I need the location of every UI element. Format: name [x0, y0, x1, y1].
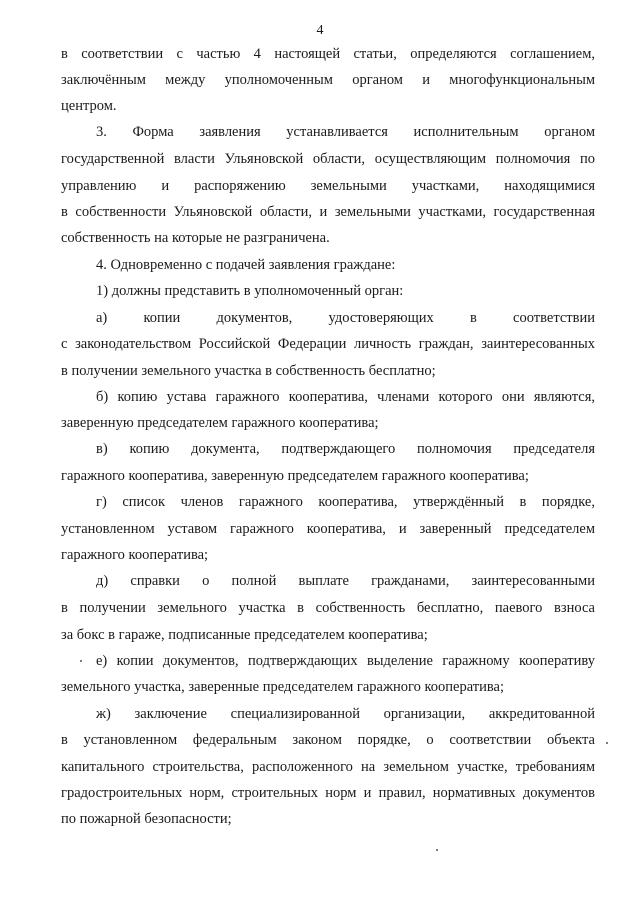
- text-line: б) копию устава гаражного кооператива, членами которого они являются,: [96, 389, 595, 405]
- text-line: земельного участка, заверенные председателем гаражного кооператива;: [61, 679, 504, 695]
- text-line: собственность на которые не разграничена.: [61, 230, 330, 246]
- text-line: в получении земельного участка в собственность бесплатно;: [61, 363, 436, 379]
- text-line: по пожарной безопасности;: [61, 811, 232, 827]
- text-line: заверенную председателем гаражного кооператива;: [61, 415, 379, 431]
- text-line: заключённым между уполномоченным органом и многофункциональным: [61, 72, 595, 88]
- text-line: в получении земельного участка в собственность бесплатно, паевого взноса: [61, 600, 595, 616]
- text-line: центром.: [61, 98, 117, 114]
- text-line: г) список членов гаражного кооператива, утверждённый в порядке,: [96, 494, 595, 510]
- page-number: 4: [316, 23, 324, 38]
- text-line: в) копию документа, подтверждающего полномочия председателя: [96, 441, 595, 457]
- text-line: 3. Форма заявления устанавливается исполнительным органом: [96, 124, 595, 140]
- text-line: в собственности Ульяновской области, и земельными участками, государственная: [61, 204, 595, 220]
- text-line: управлению и распоряжению земельными участками, находящимися: [61, 178, 595, 194]
- text-line: за бокс в гараже, подписанные председателем кооператива;: [61, 627, 428, 643]
- text-line: 1) должны представить в уполномоченный орган:: [96, 283, 404, 299]
- text-line: в соответствии с частью 4 настоящей статьи, определяются соглашением,: [61, 46, 595, 62]
- scan-speck: [606, 742, 608, 744]
- text-line: а) копии документов, удостоверяющих в соответствии: [96, 310, 595, 326]
- text-line: 4. Одновременно с подачей заявления граждане:: [96, 257, 396, 273]
- text-line: установленном уставом гаражного кооператива, и заверенный председателем: [61, 521, 595, 537]
- text-line: гаражного кооператива, заверенную председателем гаражного кооператива;: [61, 468, 529, 484]
- text-line: государственной власти Ульяновской области, осуществляющим полномочия по: [61, 151, 595, 167]
- scan-speck: [436, 849, 438, 851]
- text-line: д) справки о полной выплате гражданами, заинтересованными: [96, 573, 595, 589]
- text-line: с законодательством Российской Федерации личность граждан, заинтересованных: [61, 336, 595, 352]
- text-line: капитального строительства, расположенного на земельном участке, требованиям: [61, 759, 595, 775]
- scan-speck: [80, 660, 82, 662]
- text-line: ж) заключение специализированной организации, аккредитованной: [96, 706, 595, 722]
- text-line: в установленном федеральным законом порядке, о соответствии объекта: [61, 732, 595, 748]
- text-line: градостроительных норм, строительных норм и правил, нормативных документов: [61, 785, 595, 801]
- text-line: е) копии документов, подтверждающих выделение гаражному кооперативу: [96, 653, 595, 669]
- text-line: гаражного кооператива;: [61, 547, 209, 563]
